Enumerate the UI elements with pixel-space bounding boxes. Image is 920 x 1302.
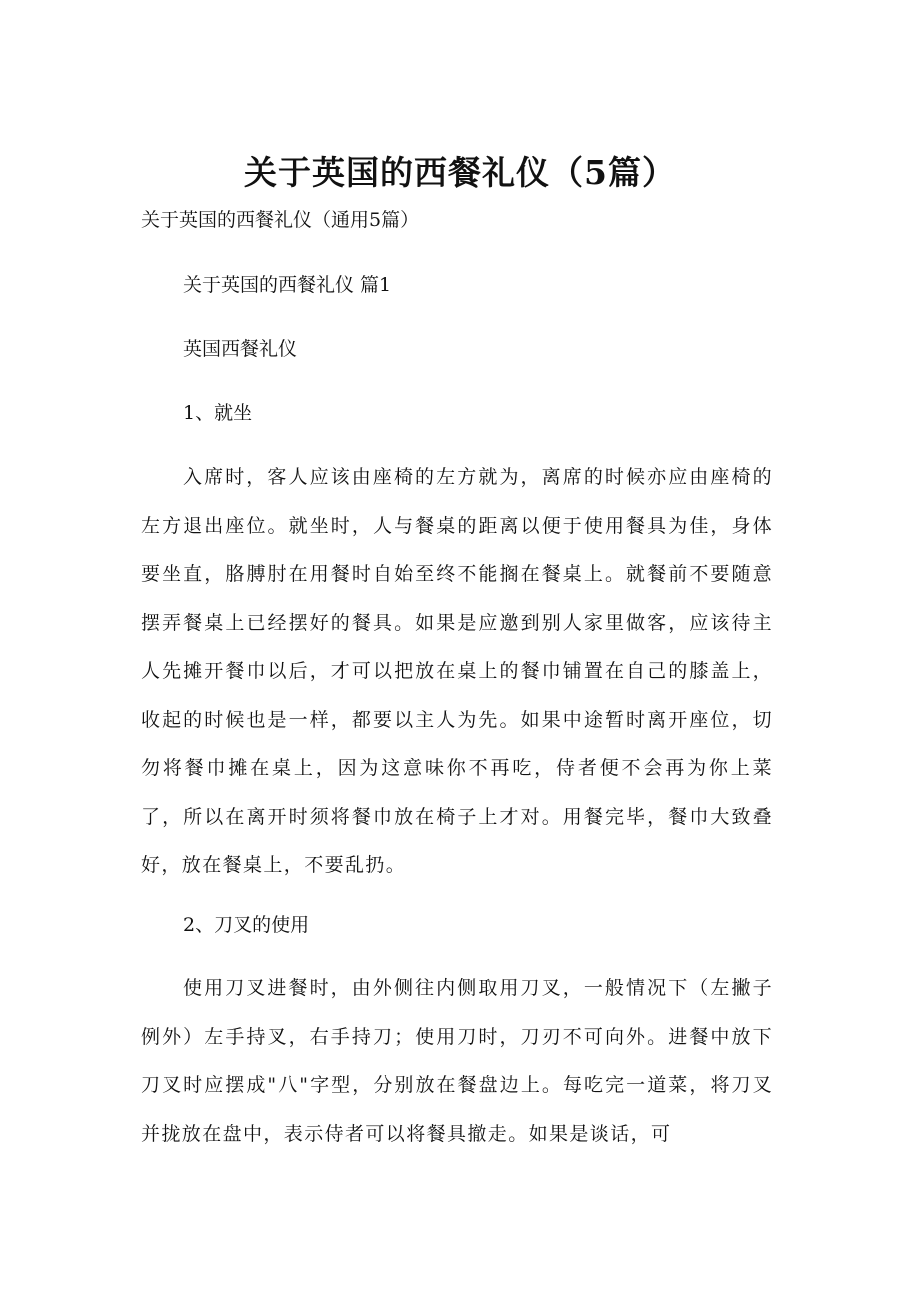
section-heading: 关于英国的西餐礼仪 篇1 [183, 274, 392, 296]
item2-heading: 2、刀叉的使用 [183, 914, 310, 936]
item2-paragraph: 使用刀叉进餐时，由外侧往内侧取用刀叉，一般情况下（左撇子例外）左手持叉，右手持刀；使用刀时，刀刃不可向外。进餐中放下刀叉时应摆成"八"字型，分别放在餐盘边上。每吃完一道菜，将刀叉并拢放在盘中，表示侍者可以将餐具撤走。如果是谈话，可 [141, 977, 773, 1145]
topic-heading: 英国西餐礼仪 [183, 338, 298, 360]
document-subtitle: 关于英国的西餐礼仪（通用5篇） [141, 209, 420, 231]
document-title: 关于英国的西餐礼仪（5篇） [244, 153, 676, 192]
item1-heading: 1、就坐 [183, 402, 253, 424]
item1-paragraph: 入席时，客人应该由座椅的左方就为，离席的时候亦应由座椅的左方退出座位。就坐时，人与餐桌的距离以便于使用餐具为佳，身体要坐直，胳膊肘在用餐时自始至终不能搁在餐桌上。就餐前不要随意摆弄餐桌上已经摆好的餐具。如果是应邀到别人家里做客，应该待主人先摊开餐巾以后，才可以把放在桌上的餐巾铺置在自己的膝盖上，收起的时候也是一样，都要以主人为先。如果中途暂时离开座位，切勿将餐巾摊在桌上，因为这意味你不再吃，侍者便不会再为你上菜了，所以在离开时须将餐巾放在椅子上才对。用餐完毕，餐巾大致叠好，放在餐桌上，不要乱扔。 [141, 466, 773, 876]
